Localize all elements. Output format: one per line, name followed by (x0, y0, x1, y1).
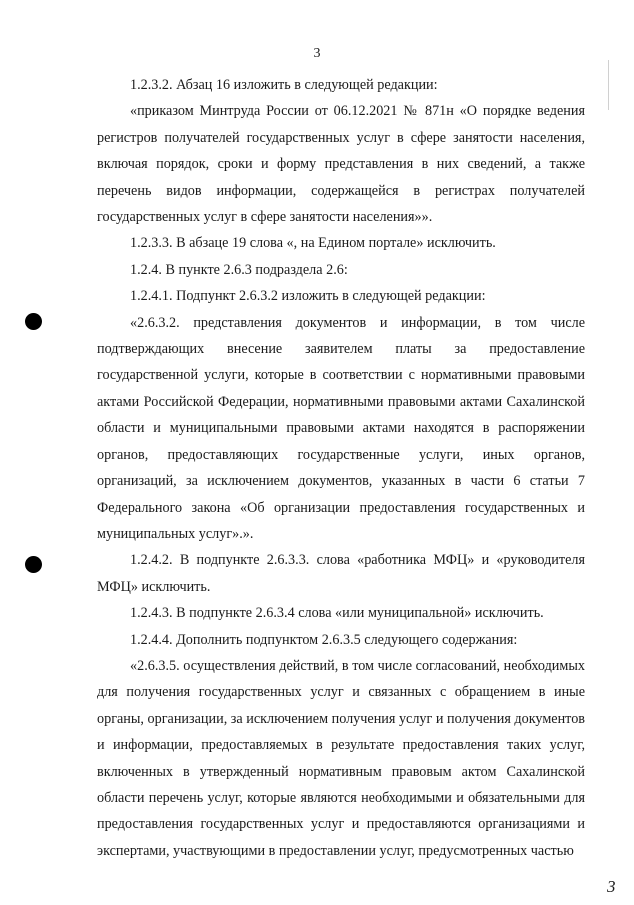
paragraph-1-2-4-3: 1.2.4.3. В подпункте 2.6.3.4 слова «или муниципальной» исключить. (130, 605, 544, 622)
scan-edge-line (608, 60, 609, 110)
paragraph-quote-2-6-3-2: «2.6.3.2. представления документов и информации, в том числе подтверждающих внесение заявителем платы за предоставление государственной услуги, которые в соответствии с нормативными правовыми актами Российской Федерации, нормативными правовыми актами Сахалинской области и муниципальными правовыми актами находятся в распоряжении органов, предоставляющих государственные услуги, иных органов, организаций, за исключением документов, указанных в части 6 статьи 7 Федерального закона «Об организации предоставления государственных и муниципальных услуг».». (97, 314, 585, 542)
paragraph-1-2-4-4: 1.2.4.4. Дополнить подпунктом 2.6.3.5 следующего содержания: (130, 631, 518, 648)
paragraph-quote-2-6-3-5: «2.6.3.5. осуществления действий, в том числе согласований, необходимых для получения государственных услуг и связанных с обращением в иные органы, организации, за исключением получения услуг и получения документов и информации, предоставляемых в результате предоставления таких услуг, включенных в утвержденный нормативным правовым актом Сахалинской области перечень услуг, которые являются необходимыми и обязательными для предоставления государственных услуг и предоставляются организациями и экспертами, участвующими в предоставлении услуг, предусмотренных частью (97, 657, 585, 859)
binder-hole-dot (25, 556, 42, 573)
paragraph-1-2-4-1: 1.2.4.1. Подпункт 2.6.3.2 изложить в следующей редакции: (130, 288, 486, 305)
paragraph-1-2-4: 1.2.4. В пункте 2.6.3 подраздела 2.6: (130, 261, 348, 278)
paragraph-1-2-4-2: 1.2.4.2. В подпункте 2.6.3.3. слова «работника МФЦ» и «руководителя МФЦ» исключить. (97, 552, 585, 595)
paragraph-1-2-3-3: 1.2.3.3. В абзаце 19 слова «, на Едином портале» исключить. (130, 235, 496, 252)
paragraph-1-2-3-2: 1.2.3.2. Абзац 16 изложить в следующей редакции: (130, 77, 438, 93)
handwritten-page-mark: 3 (607, 877, 616, 896)
page-number: 3 (313, 46, 321, 61)
document-body (97, 72, 585, 864)
paragraph-quote-mintrud: «приказом Минтруда России от 06.12.2021 № 871н «О порядке ведения регистров получателей государственных услуг в сфере занятости населения, включая порядок, сроки и форму представления в них сведений, а также перечень видов информации, содержащейся в регистрах получателей государственных услуг в сфере занятости населения»». (97, 103, 585, 226)
binder-hole-dot (25, 313, 42, 330)
